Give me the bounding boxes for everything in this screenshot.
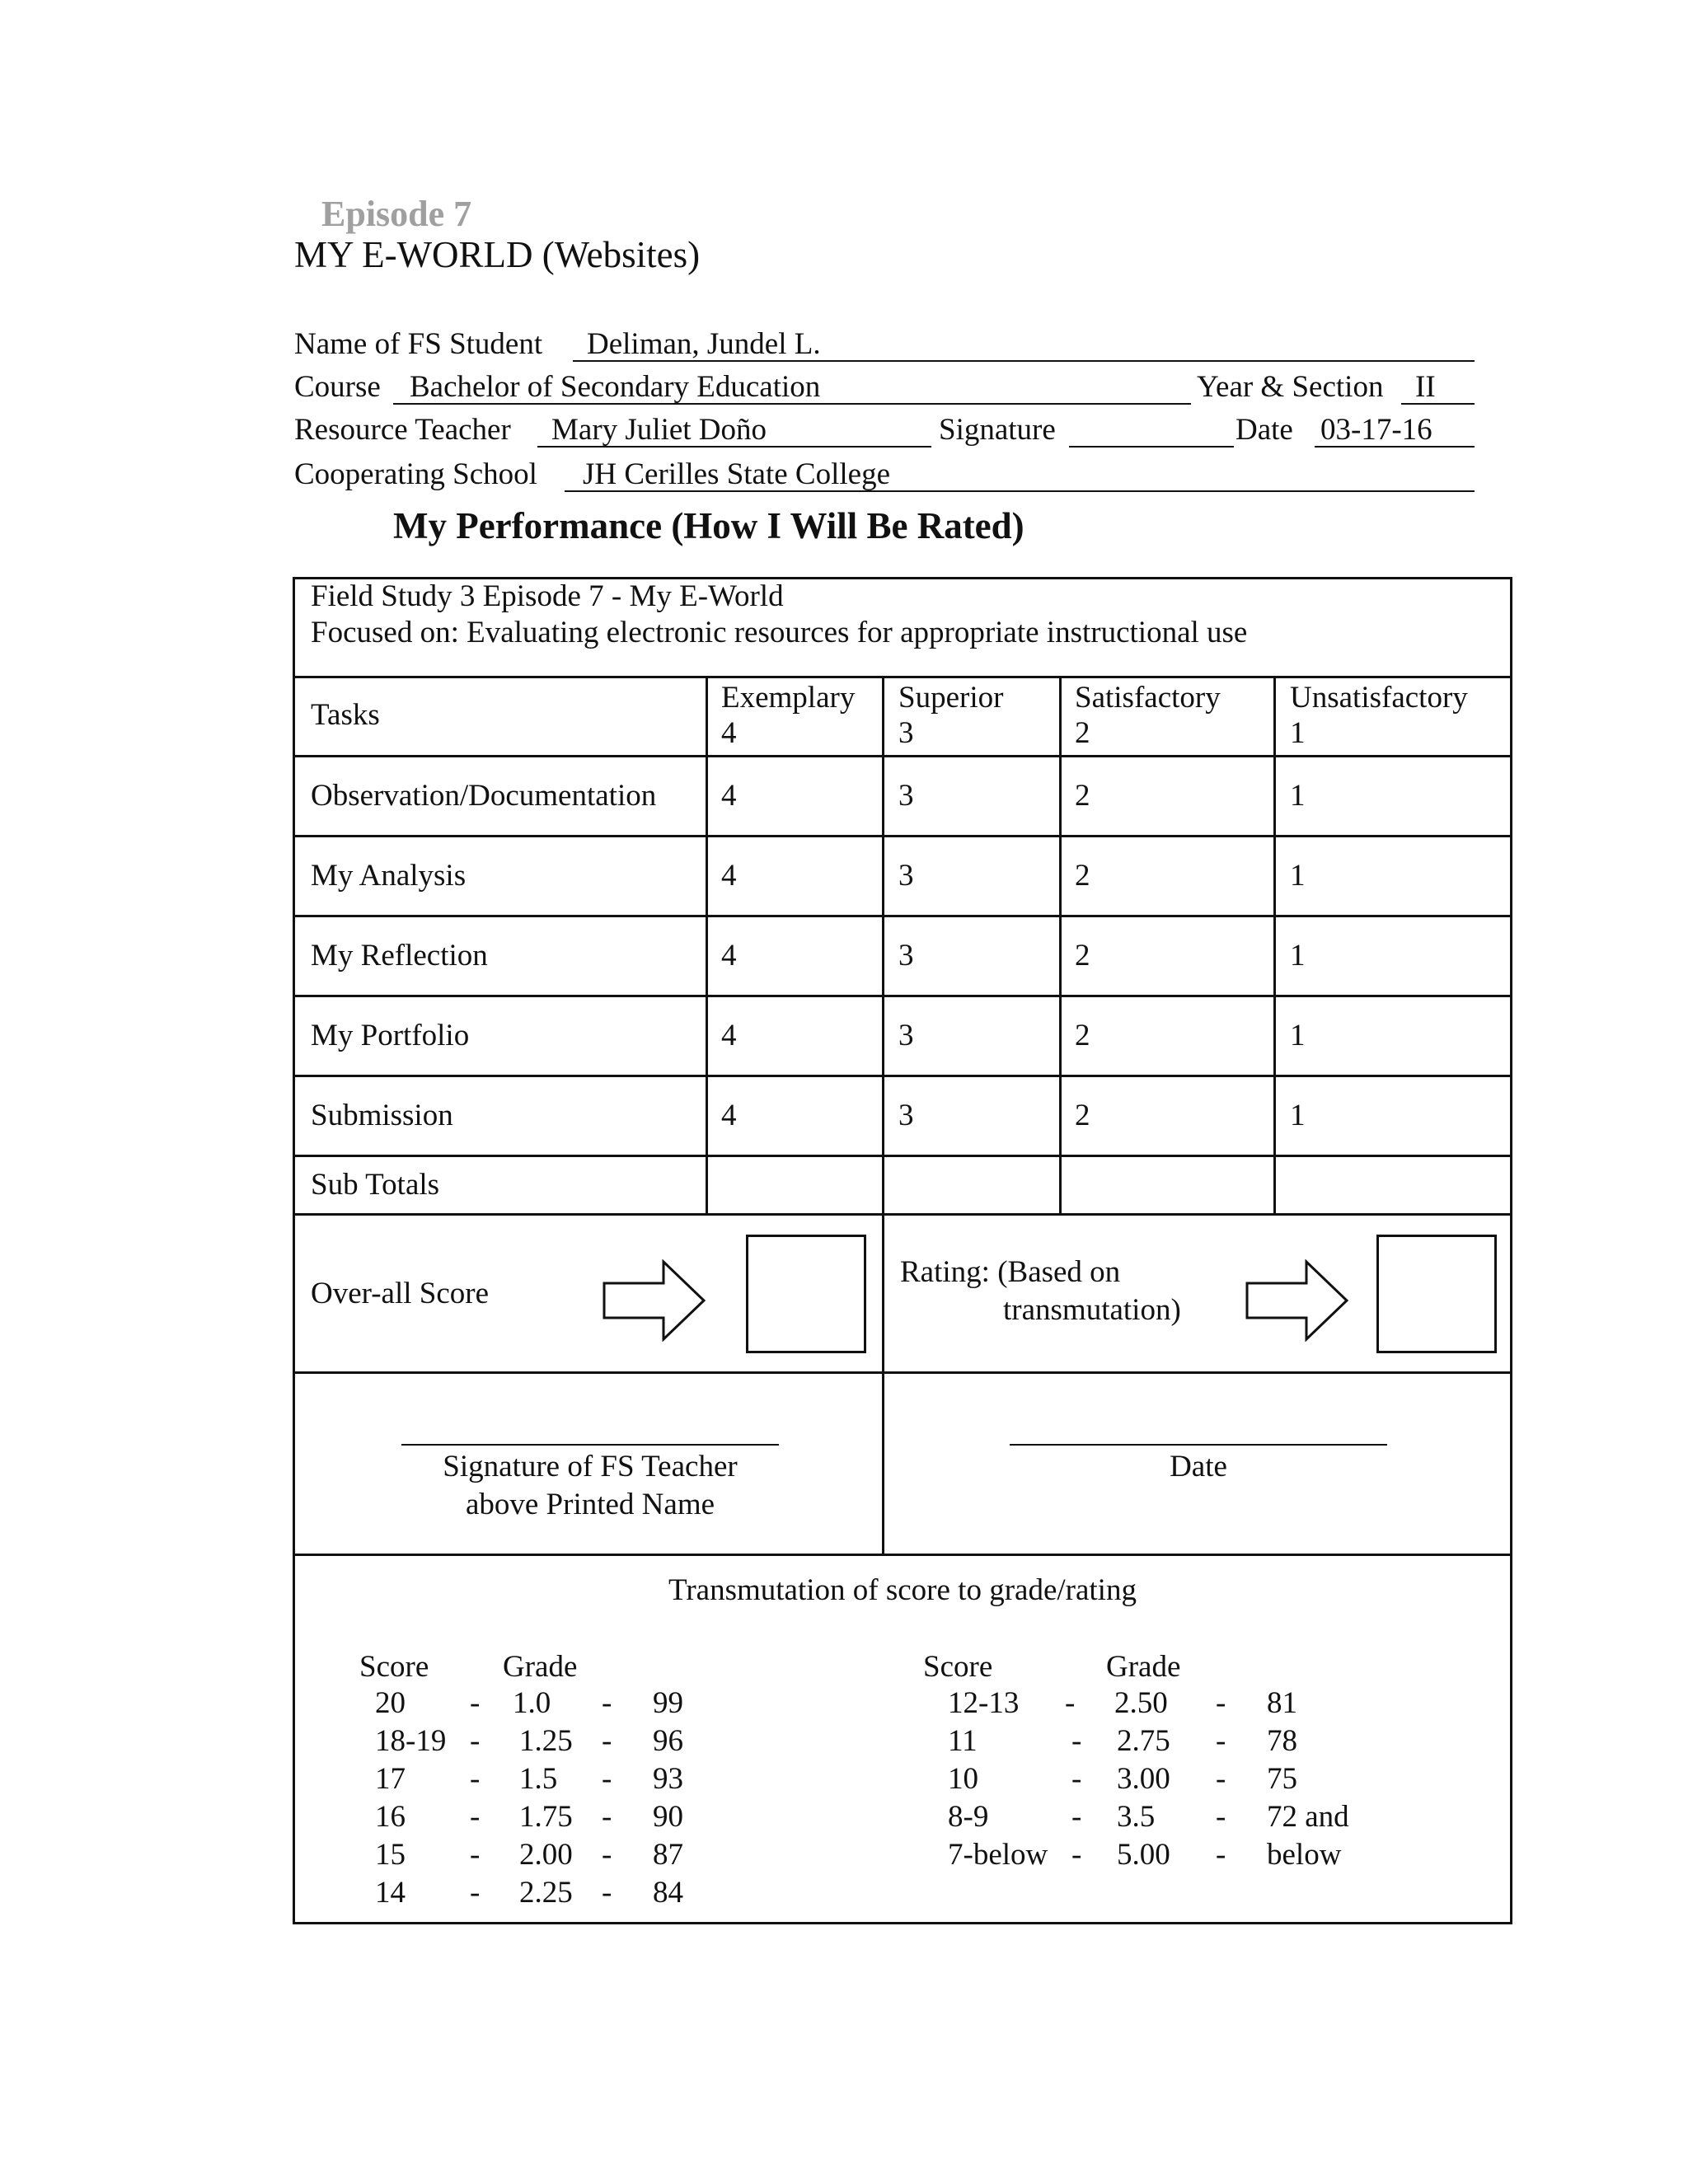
trans-rating: 81	[1267, 1686, 1297, 1720]
trans-score: 15	[375, 1838, 406, 1872]
arrow-right-icon	[1245, 1259, 1352, 1342]
teacher-underline	[537, 446, 931, 448]
score-cell[interactable]: 4	[721, 939, 737, 972]
signature-underline	[1069, 446, 1234, 448]
trans-grade: 1.25	[519, 1724, 573, 1758]
trans-dash: -	[470, 1724, 481, 1758]
trans-score: 14	[375, 1876, 406, 1910]
school-underline	[565, 490, 1475, 492]
course-label: Course	[294, 370, 381, 404]
trans-dash: -	[1071, 1724, 1082, 1758]
trans-score: 10	[948, 1762, 978, 1796]
trans-score: 7-below	[948, 1838, 1048, 1872]
task-label: Observation/Documentation	[311, 779, 657, 813]
score-cell[interactable]: 4	[721, 859, 737, 893]
trans-score: 20	[375, 1686, 406, 1720]
trans-dash: -	[602, 1686, 612, 1720]
teacher-label: Resource Teacher	[294, 413, 511, 447]
score-cell[interactable]: 2	[1075, 1099, 1090, 1132]
trans-score: 11	[948, 1724, 978, 1758]
level-satisfactory-name: Satisfactory	[1075, 681, 1221, 715]
trans-rating: 87	[653, 1838, 683, 1872]
trans-dash: -	[470, 1838, 481, 1872]
trans-score: 17	[375, 1762, 406, 1796]
grade-header: Grade	[503, 1650, 578, 1684]
score-cell[interactable]: 4	[721, 1099, 737, 1132]
trans-dash: -	[1216, 1686, 1226, 1720]
rating-label-line1: Rating: (Based on	[900, 1255, 1121, 1289]
student-underline	[573, 360, 1475, 362]
trans-grade: 2.50	[1114, 1686, 1168, 1720]
trans-score: 18-19	[375, 1724, 447, 1758]
score-cell[interactable]: 2	[1075, 939, 1090, 972]
score-cell[interactable]: 3	[898, 939, 914, 972]
score-cell[interactable]: 3	[898, 1099, 914, 1132]
trans-grade: 3.5	[1117, 1800, 1156, 1834]
trans-rating: 96	[653, 1724, 683, 1758]
year-underline	[1401, 403, 1475, 405]
trans-dash: -	[1216, 1724, 1226, 1758]
subtotals-label: Sub Totals	[311, 1168, 440, 1202]
level-unsatisfactory-name: Unsatisfactory	[1290, 681, 1468, 715]
score-cell[interactable]: 4	[721, 1019, 737, 1052]
score-cell[interactable]: 2	[1075, 1019, 1090, 1052]
level-superior-points: 3	[898, 716, 914, 750]
score-cell[interactable]: 3	[898, 859, 914, 893]
trans-dash: -	[470, 1876, 481, 1910]
rubric-heading-line2: Focused on: Evaluating electronic resources for appropriate instructional use	[311, 616, 1248, 649]
school-value[interactable]: JH Cerilles State College	[583, 457, 891, 491]
course-underline	[393, 403, 1191, 405]
transmutation-title: Transmutation of score to grade/rating	[668, 1573, 1137, 1607]
student-label: Name of FS Student	[294, 327, 543, 361]
date-line[interactable]	[1010, 1444, 1387, 1446]
score-header: Score	[923, 1650, 993, 1684]
trans-grade: 3.00	[1117, 1762, 1170, 1796]
score-cell[interactable]: 1	[1290, 939, 1306, 972]
trans-dash: -	[470, 1762, 481, 1796]
trans-dash: -	[1071, 1838, 1082, 1872]
signature-caption-line2: above Printed Name	[465, 1488, 715, 1521]
trans-dash: -	[1216, 1762, 1226, 1796]
score-cell[interactable]: 1	[1290, 1019, 1306, 1052]
trans-rating: 84	[653, 1876, 683, 1910]
score-cell[interactable]: 2	[1075, 779, 1090, 813]
trans-score: 16	[375, 1800, 406, 1834]
date-underline	[1315, 446, 1475, 448]
signature-label: Signature	[939, 413, 1056, 447]
score-cell[interactable]: 4	[721, 779, 737, 813]
score-cell[interactable]: 3	[898, 779, 914, 813]
trans-dash: -	[602, 1762, 612, 1796]
trans-grade: 2.75	[1117, 1724, 1170, 1758]
trans-rating: 90	[653, 1800, 683, 1834]
date-value[interactable]: 03-17-16	[1320, 413, 1432, 447]
trans-dash: -	[602, 1800, 612, 1834]
trans-grade: 5.00	[1117, 1838, 1170, 1872]
grade-header: Grade	[1106, 1650, 1181, 1684]
trans-grade: 2.00	[519, 1838, 573, 1872]
trans-rating: 75	[1267, 1762, 1297, 1796]
performance-title: My Performance (How I Will Be Rated)	[393, 505, 1025, 546]
date-caption: Date	[1170, 1450, 1227, 1483]
trans-dash: -	[1216, 1838, 1226, 1872]
trans-score: 12-13	[948, 1686, 1020, 1720]
trans-dash: -	[1216, 1800, 1226, 1834]
task-label: My Reflection	[311, 939, 488, 972]
year-section-label: Year & Section	[1197, 370, 1384, 404]
trans-grade: 1.0	[513, 1686, 551, 1720]
episode-label: Episode 7	[321, 194, 472, 234]
rubric-heading-line1: Field Study 3 Episode 7 - My E-World	[311, 579, 784, 613]
score-cell[interactable]: 1	[1290, 779, 1306, 813]
task-label: My Portfolio	[311, 1019, 470, 1052]
year-section-value[interactable]: II	[1415, 370, 1436, 404]
level-satisfactory-points: 2	[1075, 716, 1090, 750]
trans-grade: 1.75	[519, 1800, 573, 1834]
trans-dash: -	[470, 1800, 481, 1834]
overall-score-box[interactable]	[746, 1235, 866, 1353]
score-header: Score	[359, 1650, 429, 1684]
overall-score-label: Over-all Score	[311, 1277, 490, 1310]
rating-box[interactable]	[1376, 1235, 1497, 1353]
trans-rating: below	[1267, 1838, 1342, 1872]
trans-dash: -	[1071, 1762, 1082, 1796]
arrow-right-icon	[602, 1259, 709, 1342]
task-label: My Analysis	[311, 859, 467, 893]
trans-grade: 1.5	[519, 1762, 558, 1796]
score-cell[interactable]: 2	[1075, 859, 1090, 893]
task-label: Submission	[311, 1099, 453, 1132]
tasks-header: Tasks	[311, 698, 380, 732]
date-label: Date	[1236, 413, 1293, 447]
teacher-value[interactable]: Mary Juliet Doño	[551, 413, 767, 447]
trans-dash: -	[602, 1724, 612, 1758]
rating-label-line2: transmutation)	[1003, 1293, 1181, 1327]
trans-dash: -	[1065, 1686, 1076, 1720]
school-label: Cooperating School	[294, 457, 537, 491]
trans-rating: 99	[653, 1686, 683, 1720]
score-cell[interactable]: 1	[1290, 1099, 1306, 1132]
course-value[interactable]: Bachelor of Secondary Education	[410, 370, 821, 404]
trans-dash: -	[1071, 1800, 1082, 1834]
trans-dash: -	[602, 1876, 612, 1910]
level-exemplary-points: 4	[721, 716, 737, 750]
trans-score: 8-9	[948, 1800, 989, 1834]
signature-line[interactable]	[401, 1444, 779, 1446]
level-exemplary-name: Exemplary	[721, 681, 856, 715]
trans-rating: 78	[1267, 1724, 1297, 1758]
score-cell[interactable]: 1	[1290, 859, 1306, 893]
trans-dash: -	[470, 1686, 481, 1720]
trans-rating: 93	[653, 1762, 683, 1796]
page-title: MY E-WORLD (Websites)	[294, 234, 701, 275]
trans-rating: 72 and	[1267, 1800, 1349, 1834]
level-unsatisfactory-points: 1	[1290, 716, 1306, 750]
student-value[interactable]: Deliman, Jundel L.	[587, 327, 821, 361]
trans-dash: -	[602, 1838, 612, 1872]
level-superior-name: Superior	[898, 681, 1004, 715]
trans-grade: 2.25	[519, 1876, 573, 1910]
score-cell[interactable]: 3	[898, 1019, 914, 1052]
signature-caption-line1: Signature of FS Teacher	[443, 1450, 738, 1483]
